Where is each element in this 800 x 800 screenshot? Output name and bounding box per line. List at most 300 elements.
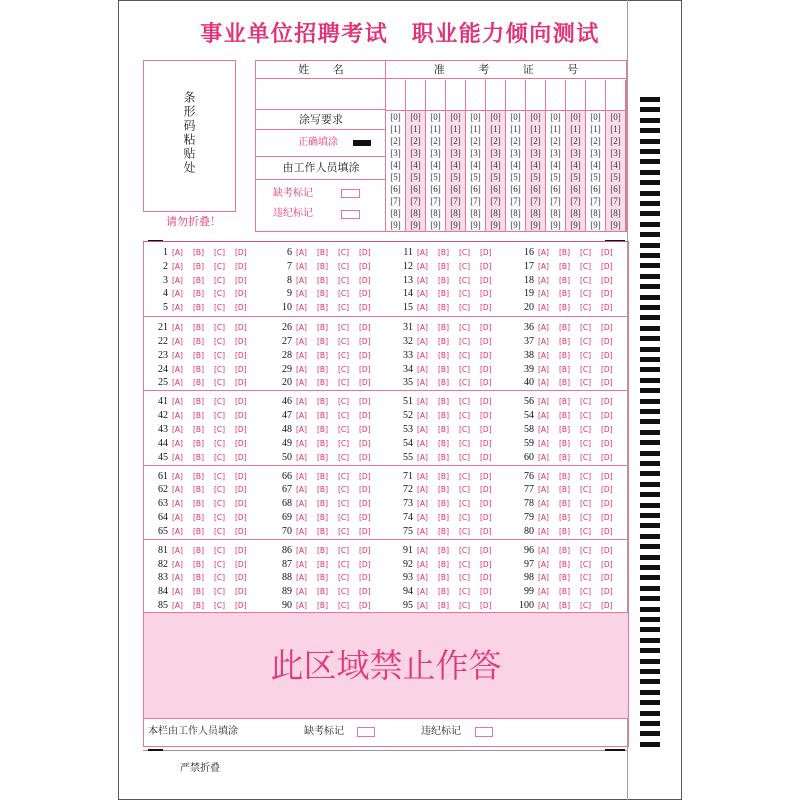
answer-bubble-d[interactable]: [D] xyxy=(235,499,247,509)
exam-id-digit-bubble[interactable]: [5] xyxy=(610,172,621,182)
exam-id-digit-bubble[interactable]: [1] xyxy=(550,124,561,134)
answer-bubble-a[interactable]: [A] xyxy=(296,438,307,448)
answer-bubble-d[interactable]: [D] xyxy=(235,350,247,360)
answer-bubble-a[interactable]: [A] xyxy=(172,587,183,597)
answer-bubble-b[interactable]: [B] xyxy=(438,261,449,271)
answer-bubble-b[interactable]: [B] xyxy=(193,499,204,509)
answer-bubble-d[interactable]: [D] xyxy=(480,573,492,583)
answer-bubble-a[interactable]: [A] xyxy=(172,303,183,313)
answer-bubble-b[interactable]: [B] xyxy=(559,499,570,509)
answer-bubble-b[interactable]: [B] xyxy=(438,289,449,299)
answer-bubble-d[interactable]: [D] xyxy=(601,248,613,257)
answer-bubble-a[interactable]: [A] xyxy=(417,364,428,374)
answer-bubble-c[interactable]: [C] xyxy=(459,336,471,346)
exam-id-digit-box[interactable] xyxy=(386,80,406,110)
answer-bubble-a[interactable]: [A] xyxy=(417,499,428,509)
answer-bubble-a[interactable]: [A] xyxy=(296,600,307,610)
exam-id-digit-bubble[interactable]: [9] xyxy=(410,220,421,230)
answer-bubble-c[interactable]: [C] xyxy=(338,587,350,597)
answer-bubble-a[interactable]: [A] xyxy=(417,452,428,462)
exam-id-digit-bubble[interactable]: [9] xyxy=(510,220,521,230)
answer-bubble-b[interactable]: [B] xyxy=(193,350,204,360)
answer-bubble-b[interactable]: [B] xyxy=(317,471,328,481)
exam-id-digit-box[interactable] xyxy=(546,80,566,110)
answer-bubble-d[interactable]: [D] xyxy=(601,336,613,346)
answer-bubble-b[interactable]: [B] xyxy=(193,600,204,610)
exam-id-digit-bubble[interactable]: [0] xyxy=(470,112,481,122)
exam-id-digit-bubble[interactable]: [9] xyxy=(450,220,461,230)
answer-bubble-a[interactable]: [A] xyxy=(172,261,183,271)
answer-bubble-b[interactable]: [B] xyxy=(438,275,449,285)
exam-id-digit-bubble[interactable]: [6] xyxy=(570,184,581,194)
answer-bubble-d[interactable]: [D] xyxy=(601,424,613,434)
answer-bubble-b[interactable]: [B] xyxy=(559,364,570,374)
answer-bubble-b[interactable]: [B] xyxy=(559,512,570,522)
exam-id-digit-bubble[interactable]: [6] xyxy=(390,184,401,194)
answer-bubble-c[interactable]: [C] xyxy=(459,526,471,536)
answer-bubble-d[interactable]: [D] xyxy=(601,303,613,313)
answer-bubble-a[interactable]: [A] xyxy=(538,364,549,374)
answer-bubble-b[interactable]: [B] xyxy=(438,526,449,536)
answer-bubble-a[interactable]: [A] xyxy=(538,559,549,569)
exam-id-digit-bubble[interactable]: [6] xyxy=(590,184,601,194)
answer-bubble-a[interactable]: [A] xyxy=(172,573,183,583)
answer-bubble-d[interactable]: [D] xyxy=(359,452,371,462)
answer-bubble-a[interactable]: [A] xyxy=(417,573,428,583)
answer-bubble-a[interactable]: [A] xyxy=(538,485,549,495)
answer-bubble-d[interactable]: [D] xyxy=(235,559,247,569)
answer-bubble-b[interactable]: [B] xyxy=(438,587,449,597)
exam-id-digit-bubble[interactable]: [5] xyxy=(430,172,441,182)
answer-bubble-b[interactable]: [B] xyxy=(193,248,204,257)
answer-bubble-b[interactable]: [B] xyxy=(559,248,570,257)
exam-id-digit-bubble[interactable]: [1] xyxy=(490,124,501,134)
answer-bubble-b[interactable]: [B] xyxy=(317,378,328,388)
answer-bubble-c[interactable]: [C] xyxy=(338,411,350,421)
exam-id-digit-bubble[interactable]: [8] xyxy=(410,208,421,218)
answer-bubble-c[interactable]: [C] xyxy=(338,364,350,374)
exam-id-digit-box[interactable] xyxy=(566,80,586,110)
answer-bubble-d[interactable]: [D] xyxy=(359,336,371,346)
exam-id-digit-bubble[interactable]: [8] xyxy=(610,208,621,218)
answer-bubble-a[interactable]: [A] xyxy=(538,397,549,407)
answer-bubble-d[interactable]: [D] xyxy=(601,545,613,555)
answer-bubble-c[interactable]: [C] xyxy=(214,512,226,522)
answer-bubble-b[interactable]: [B] xyxy=(559,323,570,333)
exam-id-digit-bubble[interactable]: [7] xyxy=(390,196,401,206)
exam-id-digit-bubble[interactable]: [6] xyxy=(410,184,421,194)
answer-bubble-c[interactable]: [C] xyxy=(214,471,226,481)
answer-bubble-b[interactable]: [B] xyxy=(438,512,449,522)
answer-bubble-a[interactable]: [A] xyxy=(417,248,428,257)
answer-bubble-b[interactable]: [B] xyxy=(438,499,449,509)
answer-bubble-d[interactable]: [D] xyxy=(235,471,247,481)
exam-id-digit-bubble[interactable]: [7] xyxy=(570,196,581,206)
answer-bubble-d[interactable]: [D] xyxy=(235,600,247,610)
exam-id-digit-box[interactable] xyxy=(586,80,606,110)
exam-id-digit-bubble[interactable]: [8] xyxy=(450,208,461,218)
answer-bubble-b[interactable]: [B] xyxy=(438,424,449,434)
answer-bubble-c[interactable]: [C] xyxy=(214,336,226,346)
exam-id-digit-bubble[interactable]: [5] xyxy=(590,172,601,182)
exam-id-digit-bubble[interactable]: [6] xyxy=(470,184,481,194)
answer-bubble-c[interactable]: [C] xyxy=(459,587,471,597)
answer-bubble-d[interactable]: [D] xyxy=(601,573,613,583)
exam-id-digit-box[interactable] xyxy=(486,80,506,110)
answer-bubble-b[interactable]: [B] xyxy=(193,261,204,271)
exam-id-digit-bubble[interactable]: [6] xyxy=(530,184,541,194)
answer-bubble-d[interactable]: [D] xyxy=(480,411,492,421)
answer-bubble-c[interactable]: [C] xyxy=(338,275,350,285)
exam-id-digit-bubble[interactable]: [8] xyxy=(570,208,581,218)
answer-bubble-c[interactable]: [C] xyxy=(214,587,226,597)
answer-bubble-c[interactable]: [C] xyxy=(580,323,592,333)
answer-bubble-c[interactable]: [C] xyxy=(580,336,592,346)
answer-bubble-c[interactable]: [C] xyxy=(580,452,592,462)
answer-bubble-b[interactable]: [B] xyxy=(438,471,449,481)
exam-id-digit-bubble[interactable]: [6] xyxy=(450,184,461,194)
answer-bubble-a[interactable]: [A] xyxy=(172,526,183,536)
exam-id-digit-bubble[interactable]: [2] xyxy=(590,136,601,146)
answer-bubble-c[interactable]: [C] xyxy=(459,350,471,360)
answer-bubble-a[interactable]: [A] xyxy=(296,261,307,271)
exam-id-digit-bubble[interactable]: [4] xyxy=(470,160,481,170)
answer-bubble-c[interactable]: [C] xyxy=(338,303,350,313)
answer-bubble-b[interactable]: [B] xyxy=(317,248,328,257)
answer-bubble-c[interactable]: [C] xyxy=(459,485,471,495)
answer-bubble-c[interactable]: [C] xyxy=(580,364,592,374)
answer-bubble-d[interactable]: [D] xyxy=(359,526,371,536)
exam-id-digit-box[interactable] xyxy=(446,80,466,110)
exam-id-digit-bubble[interactable]: [7] xyxy=(610,196,621,206)
answer-bubble-a[interactable]: [A] xyxy=(296,397,307,407)
answer-bubble-b[interactable]: [B] xyxy=(438,397,449,407)
answer-bubble-b[interactable]: [B] xyxy=(438,303,449,313)
exam-id-digit-bubble[interactable]: [7] xyxy=(550,196,561,206)
answer-bubble-b[interactable]: [B] xyxy=(317,512,328,522)
answer-bubble-a[interactable]: [A] xyxy=(172,499,183,509)
answer-bubble-c[interactable]: [C] xyxy=(580,499,592,509)
answer-bubble-c[interactable]: [C] xyxy=(338,424,350,434)
answer-bubble-b[interactable]: [B] xyxy=(317,499,328,509)
exam-id-digit-bubble[interactable]: [9] xyxy=(590,220,601,230)
answer-bubble-d[interactable]: [D] xyxy=(601,289,613,299)
answer-bubble-c[interactable]: [C] xyxy=(580,438,592,448)
answer-bubble-d[interactable]: [D] xyxy=(480,438,492,448)
answer-bubble-b[interactable]: [B] xyxy=(559,485,570,495)
answer-bubble-a[interactable]: [A] xyxy=(538,587,549,597)
footer-violation-box[interactable] xyxy=(475,727,493,737)
answer-bubble-d[interactable]: [D] xyxy=(359,378,371,388)
answer-bubble-d[interactable]: [D] xyxy=(235,378,247,388)
answer-bubble-c[interactable]: [C] xyxy=(459,438,471,448)
answer-bubble-c[interactable]: [C] xyxy=(214,303,226,313)
exam-id-digit-bubble[interactable]: [3] xyxy=(390,148,401,158)
answer-bubble-a[interactable]: [A] xyxy=(172,600,183,610)
answer-bubble-b[interactable]: [B] xyxy=(193,485,204,495)
answer-bubble-a[interactable]: [A] xyxy=(417,397,428,407)
answer-bubble-a[interactable]: [A] xyxy=(417,303,428,313)
answer-bubble-b[interactable]: [B] xyxy=(438,438,449,448)
answer-bubble-d[interactable]: [D] xyxy=(235,545,247,555)
answer-bubble-a[interactable]: [A] xyxy=(172,512,183,522)
name-field[interactable] xyxy=(256,80,386,110)
answer-bubble-a[interactable]: [A] xyxy=(172,411,183,421)
answer-bubble-a[interactable]: [A] xyxy=(417,323,428,333)
answer-bubble-d[interactable]: [D] xyxy=(601,275,613,285)
answer-bubble-c[interactable]: [C] xyxy=(459,559,471,569)
answer-bubble-a[interactable]: [A] xyxy=(296,587,307,597)
exam-id-digit-bubble[interactable]: [4] xyxy=(410,160,421,170)
answer-bubble-a[interactable]: [A] xyxy=(417,378,428,388)
answer-bubble-c[interactable]: [C] xyxy=(459,289,471,299)
answer-bubble-a[interactable]: [A] xyxy=(296,289,307,299)
answer-bubble-c[interactable]: [C] xyxy=(338,600,350,610)
answer-bubble-d[interactable]: [D] xyxy=(480,364,492,374)
answer-bubble-b[interactable]: [B] xyxy=(559,275,570,285)
exam-id-digit-bubble[interactable]: [1] xyxy=(610,124,621,134)
answer-bubble-b[interactable]: [B] xyxy=(193,573,204,583)
answer-bubble-c[interactable]: [C] xyxy=(338,336,350,346)
answer-bubble-a[interactable]: [A] xyxy=(172,350,183,360)
answer-bubble-a[interactable]: [A] xyxy=(538,289,549,299)
answer-bubble-b[interactable]: [B] xyxy=(193,526,204,536)
answer-bubble-c[interactable]: [C] xyxy=(580,397,592,407)
answer-bubble-d[interactable]: [D] xyxy=(480,397,492,407)
answer-bubble-d[interactable]: [D] xyxy=(359,261,371,271)
answer-bubble-c[interactable]: [C] xyxy=(214,261,226,271)
answer-bubble-d[interactable]: [D] xyxy=(235,323,247,333)
exam-id-digit-bubble[interactable]: [0] xyxy=(590,112,601,122)
exam-id-digit-bubble[interactable]: [0] xyxy=(510,112,521,122)
answer-bubble-d[interactable]: [D] xyxy=(235,526,247,536)
exam-id-digit-bubble[interactable]: [2] xyxy=(430,136,441,146)
answer-bubble-d[interactable]: [D] xyxy=(480,526,492,536)
answer-bubble-a[interactable]: [A] xyxy=(172,545,183,555)
answer-bubble-d[interactable]: [D] xyxy=(480,471,492,481)
answer-bubble-d[interactable]: [D] xyxy=(480,336,492,346)
exam-id-digit-bubble[interactable]: [2] xyxy=(450,136,461,146)
answer-bubble-c[interactable]: [C] xyxy=(459,303,471,313)
answer-bubble-a[interactable]: [A] xyxy=(172,364,183,374)
exam-id-digit-bubble[interactable]: [0] xyxy=(390,112,401,122)
answer-bubble-a[interactable]: [A] xyxy=(538,600,549,610)
answer-bubble-b[interactable]: [B] xyxy=(438,350,449,360)
answer-bubble-b[interactable]: [B] xyxy=(317,526,328,536)
answer-bubble-d[interactable]: [D] xyxy=(601,600,613,610)
answer-bubble-d[interactable]: [D] xyxy=(480,452,492,462)
answer-bubble-d[interactable]: [D] xyxy=(235,289,247,299)
exam-id-digit-bubble[interactable]: [3] xyxy=(470,148,481,158)
exam-id-digit-bubble[interactable]: [5] xyxy=(410,172,421,182)
exam-id-digit-bubble[interactable]: [0] xyxy=(430,112,441,122)
answer-bubble-b[interactable]: [B] xyxy=(559,438,570,448)
answer-bubble-a[interactable]: [A] xyxy=(538,261,549,271)
answer-bubble-b[interactable]: [B] xyxy=(193,275,204,285)
answer-bubble-b[interactable]: [B] xyxy=(559,573,570,583)
answer-bubble-b[interactable]: [B] xyxy=(559,587,570,597)
answer-bubble-c[interactable]: [C] xyxy=(338,289,350,299)
answer-bubble-a[interactable]: [A] xyxy=(296,323,307,333)
answer-bubble-b[interactable]: [B] xyxy=(438,248,449,257)
answer-bubble-a[interactable]: [A] xyxy=(538,452,549,462)
answer-bubble-c[interactable]: [C] xyxy=(580,275,592,285)
answer-bubble-a[interactable]: [A] xyxy=(296,485,307,495)
answer-bubble-c[interactable]: [C] xyxy=(580,248,592,257)
exam-id-digit-bubble[interactable]: [9] xyxy=(530,220,541,230)
exam-id-digit-bubble[interactable]: [4] xyxy=(590,160,601,170)
answer-bubble-d[interactable]: [D] xyxy=(235,485,247,495)
exam-id-digit-bubble[interactable]: [1] xyxy=(590,124,601,134)
answer-bubble-d[interactable]: [D] xyxy=(601,378,613,388)
answer-bubble-b[interactable]: [B] xyxy=(559,350,570,360)
exam-id-digit-bubble[interactable]: [8] xyxy=(550,208,561,218)
answer-bubble-c[interactable]: [C] xyxy=(338,573,350,583)
answer-bubble-d[interactable]: [D] xyxy=(359,485,371,495)
answer-bubble-d[interactable]: [D] xyxy=(480,424,492,434)
answer-bubble-c[interactable]: [C] xyxy=(338,378,350,388)
exam-id-digit-bubble[interactable]: [1] xyxy=(530,124,541,134)
answer-bubble-a[interactable]: [A] xyxy=(417,350,428,360)
exam-id-digit-bubble[interactable]: [7] xyxy=(430,196,441,206)
answer-bubble-c[interactable]: [C] xyxy=(338,526,350,536)
exam-id-digit-bubble[interactable]: [0] xyxy=(530,112,541,122)
answer-bubble-a[interactable]: [A] xyxy=(417,275,428,285)
answer-bubble-b[interactable]: [B] xyxy=(193,364,204,374)
answer-bubble-b[interactable]: [B] xyxy=(559,303,570,313)
exam-id-digit-bubble[interactable]: [2] xyxy=(550,136,561,146)
answer-bubble-d[interactable]: [D] xyxy=(601,499,613,509)
answer-bubble-d[interactable]: [D] xyxy=(480,485,492,495)
exam-id-digit-bubble[interactable]: [1] xyxy=(570,124,581,134)
answer-bubble-a[interactable]: [A] xyxy=(296,336,307,346)
answer-bubble-d[interactable]: [D] xyxy=(480,600,492,610)
answer-bubble-a[interactable]: [A] xyxy=(296,378,307,388)
answer-bubble-b[interactable]: [B] xyxy=(317,303,328,313)
answer-bubble-d[interactable]: [D] xyxy=(480,275,492,285)
answer-bubble-c[interactable]: [C] xyxy=(214,452,226,462)
exam-id-digit-bubble[interactable]: [4] xyxy=(430,160,441,170)
answer-bubble-c[interactable]: [C] xyxy=(580,424,592,434)
exam-id-digit-bubble[interactable]: [1] xyxy=(470,124,481,134)
exam-id-digit-bubble[interactable]: [0] xyxy=(410,112,421,122)
answer-bubble-c[interactable]: [C] xyxy=(459,573,471,583)
answer-bubble-d[interactable]: [D] xyxy=(480,545,492,555)
answer-bubble-b[interactable]: [B] xyxy=(559,261,570,271)
answer-bubble-c[interactable]: [C] xyxy=(338,485,350,495)
exam-id-digit-bubble[interactable]: [5] xyxy=(450,172,461,182)
answer-bubble-d[interactable]: [D] xyxy=(235,336,247,346)
answer-bubble-a[interactable]: [A] xyxy=(417,512,428,522)
answer-bubble-c[interactable]: [C] xyxy=(459,471,471,481)
answer-bubble-b[interactable]: [B] xyxy=(559,336,570,346)
exam-id-digit-bubble[interactable]: [1] xyxy=(390,124,401,134)
answer-bubble-b[interactable]: [B] xyxy=(438,452,449,462)
answer-bubble-a[interactable]: [A] xyxy=(538,323,549,333)
answer-bubble-d[interactable]: [D] xyxy=(601,397,613,407)
answer-bubble-a[interactable]: [A] xyxy=(538,512,549,522)
exam-id-digit-bubble[interactable]: [2] xyxy=(410,136,421,146)
exam-id-digit-bubble[interactable]: [4] xyxy=(390,160,401,170)
answer-bubble-d[interactable]: [D] xyxy=(601,485,613,495)
answer-bubble-a[interactable]: [A] xyxy=(296,526,307,536)
answer-bubble-d[interactable]: [D] xyxy=(359,573,371,583)
answer-bubble-c[interactable]: [C] xyxy=(580,559,592,569)
exam-id-digit-bubble[interactable]: [3] xyxy=(430,148,441,158)
answer-bubble-c[interactable]: [C] xyxy=(214,545,226,555)
footer-absent-box[interactable] xyxy=(357,727,375,737)
answer-bubble-c[interactable]: [C] xyxy=(459,600,471,610)
answer-bubble-d[interactable]: [D] xyxy=(480,587,492,597)
answer-bubble-b[interactable]: [B] xyxy=(438,336,449,346)
answer-bubble-b[interactable]: [B] xyxy=(438,364,449,374)
answer-bubble-d[interactable]: [D] xyxy=(235,303,247,313)
answer-bubble-b[interactable]: [B] xyxy=(559,452,570,462)
answer-bubble-a[interactable]: [A] xyxy=(417,411,428,421)
exam-id-digit-bubble[interactable]: [9] xyxy=(570,220,581,230)
answer-bubble-a[interactable]: [A] xyxy=(296,499,307,509)
exam-id-digit-bubble[interactable]: [3] xyxy=(410,148,421,158)
answer-bubble-c[interactable]: [C] xyxy=(214,424,226,434)
exam-id-digit-bubble[interactable]: [1] xyxy=(450,124,461,134)
answer-bubble-a[interactable]: [A] xyxy=(417,438,428,448)
answer-bubble-a[interactable]: [A] xyxy=(296,545,307,555)
answer-bubble-c[interactable]: [C] xyxy=(580,303,592,313)
answer-bubble-b[interactable]: [B] xyxy=(438,485,449,495)
exam-id-digit-bubble[interactable]: [2] xyxy=(530,136,541,146)
exam-id-digit-bubble[interactable]: [2] xyxy=(610,136,621,146)
exam-id-digit-bubble[interactable]: [5] xyxy=(550,172,561,182)
answer-bubble-a[interactable]: [A] xyxy=(172,438,183,448)
answer-bubble-c[interactable]: [C] xyxy=(214,485,226,495)
answer-bubble-d[interactable]: [D] xyxy=(235,573,247,583)
answer-bubble-b[interactable]: [B] xyxy=(317,559,328,569)
answer-bubble-a[interactable]: [A] xyxy=(172,559,183,569)
answer-bubble-c[interactable]: [C] xyxy=(214,573,226,583)
answer-bubble-b[interactable]: [B] xyxy=(559,471,570,481)
answer-bubble-b[interactable]: [B] xyxy=(193,323,204,333)
answer-bubble-b[interactable]: [B] xyxy=(193,336,204,346)
answer-bubble-a[interactable]: [A] xyxy=(417,485,428,495)
answer-bubble-c[interactable]: [C] xyxy=(580,526,592,536)
answer-bubble-d[interactable]: [D] xyxy=(480,248,492,257)
exam-id-digit-bubble[interactable]: [3] xyxy=(510,148,521,158)
exam-id-digit-bubble[interactable]: [4] xyxy=(510,160,521,170)
exam-id-digit-bubble[interactable]: [0] xyxy=(550,112,561,122)
answer-bubble-c[interactable]: [C] xyxy=(580,289,592,299)
answer-bubble-c[interactable]: [C] xyxy=(580,350,592,360)
answer-bubble-a[interactable]: [A] xyxy=(538,411,549,421)
answer-bubble-a[interactable]: [A] xyxy=(417,424,428,434)
answer-bubble-a[interactable]: [A] xyxy=(172,275,183,285)
exam-id-digit-bubble[interactable]: [5] xyxy=(570,172,581,182)
exam-id-digit-bubble[interactable]: [5] xyxy=(390,172,401,182)
answer-bubble-c[interactable]: [C] xyxy=(459,261,471,271)
answer-bubble-c[interactable]: [C] xyxy=(338,397,350,407)
answer-bubble-a[interactable]: [A] xyxy=(417,600,428,610)
answer-bubble-c[interactable]: [C] xyxy=(459,378,471,388)
answer-bubble-a[interactable]: [A] xyxy=(172,485,183,495)
answer-bubble-a[interactable]: [A] xyxy=(417,289,428,299)
answer-bubble-d[interactable]: [D] xyxy=(359,499,371,509)
exam-id-digit-bubble[interactable]: [4] xyxy=(450,160,461,170)
answer-bubble-a[interactable]: [A] xyxy=(538,545,549,555)
answer-bubble-d[interactable]: [D] xyxy=(601,261,613,271)
answer-bubble-c[interactable]: [C] xyxy=(214,364,226,374)
exam-id-digit-bubble[interactable]: [6] xyxy=(550,184,561,194)
answer-bubble-a[interactable]: [A] xyxy=(538,526,549,536)
answer-bubble-b[interactable]: [B] xyxy=(317,600,328,610)
